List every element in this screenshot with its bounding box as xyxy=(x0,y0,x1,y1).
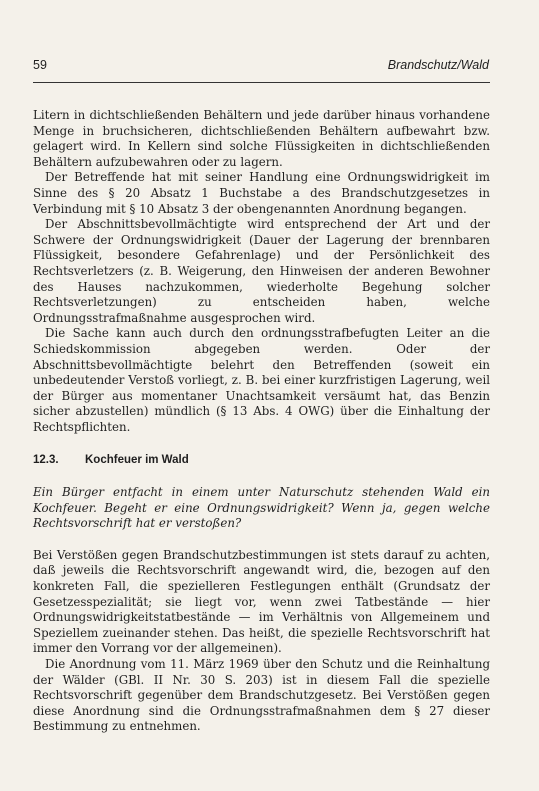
page-number: 59 xyxy=(33,58,47,72)
paragraph: Der Abschnittsbevollmächtigte wird entsprechend der Art und der Schwere der Ordnungswidrigkeit (Dauer der Lagerung der brennbaren Flüssigkeit, besondere Gefahrenlage) und der Persönlichkeit des Rechtsverletzers (z. B. Weigerung, den Hinweisen der anderen Bewohner des Hauses nachzukommen, wiederholte Begehung solcher Rechtsverletzungen) zu entscheiden haben, welche Ordnungsstrafmaßnahme ausgesprochen wird. xyxy=(33,217,490,325)
section-heading xyxy=(33,453,490,469)
section-number: 12.3. xyxy=(33,454,59,467)
section-title: Kochfeuer im Wald xyxy=(85,454,189,467)
page-body xyxy=(33,108,490,735)
paragraph: Die Sache kann auch durch den ordnungsstrafbefugten Leiter an die Schiedskommission abgegeben werden. Oder der Abschnittsbevollmächtigte belehrt den Betreffenden (soweit ein unbedeutender Verstoß vorliegt, z. B. bei einer kurzfristigen Lagerung, weil der Bürger aus momentaner Unachtsamkeit versäumt hat, das Benzin sicher abzustellen) mündlich (§ 13 Abs. 4 OWG) über die Einhaltung der Rechtspflichten. xyxy=(33,326,490,434)
running-section-title: Brandschutz/Wald xyxy=(387,58,489,72)
case-question: Ein Bürger entfacht in einem unter Naturschutz stehenden Wald ein Kochfeuer. Begeht er eine Ordnungswidrigkeit? Wenn ja, gegen welche Rechtsvorschrift hat er verstoßen? xyxy=(33,485,490,531)
paragraph: Der Betreffende hat mit seiner Handlung eine Ordnungswidrigkeit im Sinne des § 20 Absatz 1 Buchstabe a des Brandschutzgesetzes in Verbindung mit § 10 Absatz 3 der obengenannten Anordnung begangen. xyxy=(33,170,490,216)
running-header xyxy=(33,58,489,72)
paragraph: Die Anordnung vom 11. März 1969 über den Schutz und die Reinhaltung der Wälder (GBl. II Nr. 30 S. 203) ist in diesem Fall die spezielle Rechtsvorschrift gegenüber dem Brandschutzgesetz. Bei Verstößen gegen diese Anordnung sind die Ordnungsstrafmaßnahmen dem § 27 dieser Bestimmung zu entnehmen. xyxy=(33,657,490,734)
paragraph: Bei Verstößen gegen Brandschutzbestimmungen ist stets darauf zu achten, daß jeweils die Rechtsvorschrift angewandt wird, die, bezogen auf den konkreten Fall, die spezielleren Festlegungen enthält (Grundsatz der Gesetzesspezialität; sie liegt vor, wenn zwei Tatbestände — hier Ordnungswidrigkeitstatbestände — im Verhältnis von Allgemeinem und Speziellem zueinander stehen. Das heißt, die spezielle Rechtsvorschrift hat immer den Vorrang vor der allgemeinen). xyxy=(33,547,490,656)
header-rule xyxy=(33,82,490,83)
paragraph-continuation: Litern in dichtschließenden Behältern und jede darüber hinaus vorhandene Menge in bruchsicheren, dichtschließenden Behältern aufbewahrt bzw. gelagert wird. In Kellern sind solche Flüssigkeiten in dichtschließenden Behältern aufzubewahren oder zu lagern. xyxy=(33,108,490,169)
